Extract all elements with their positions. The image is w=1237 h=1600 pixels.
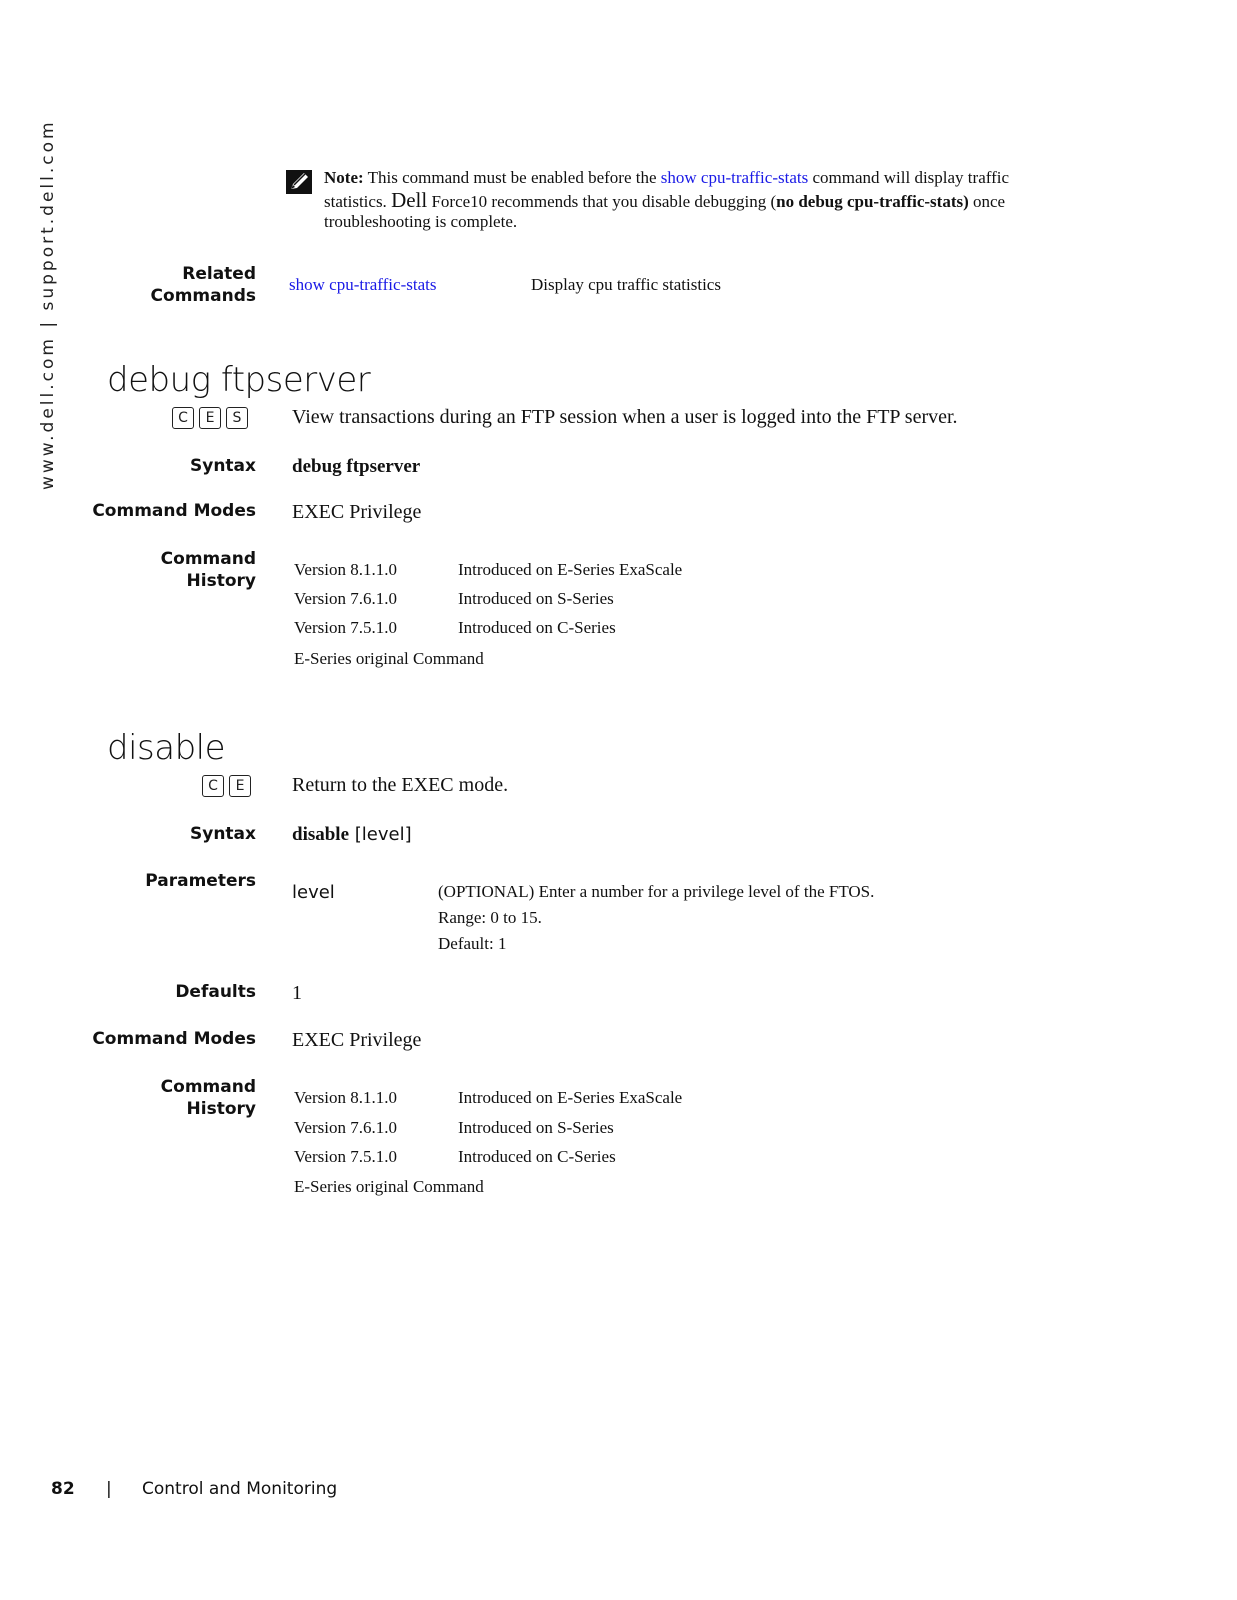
chapter-title: Control and Monitoring [142, 1479, 338, 1499]
related-command-link[interactable]: show cpu-traffic-stats [289, 275, 437, 294]
note-line-2 [324, 189, 1005, 213]
label-line: Related [182, 264, 256, 284]
history-desc: Introduced on S-Series [458, 1118, 614, 1137]
history-desc: Introduced on S-Series [458, 589, 614, 608]
history-version: Version 7.6.1.0 [294, 589, 397, 608]
note-text: Force10 recommends that you disable debugging ( [427, 192, 777, 211]
note-text: This command must be enabled before the [363, 168, 661, 187]
syntax-param: [level] [349, 824, 412, 845]
mode-e-icon: E [229, 775, 251, 797]
syntax-command: debug ftpserver [292, 456, 421, 477]
syntax-keyword: disable [292, 824, 350, 845]
note-icon [286, 170, 312, 194]
command-modes-label: Command Modes [92, 1029, 256, 1049]
note-text: once [968, 192, 1006, 211]
history-desc: Introduced on C-Series [458, 618, 616, 637]
related-command-desc: Display cpu traffic statistics [531, 275, 721, 294]
syntax-label: Syntax [190, 456, 256, 476]
section-description: Return to the EXEC mode. [292, 774, 509, 796]
parameters-label: Parameters [145, 871, 256, 891]
param-range: Range: 0 to 15. [438, 908, 542, 927]
mode-e-icon: E [199, 407, 221, 429]
section-title-debug-ftpserver: debug ftpserver [107, 360, 371, 400]
label-line: Command [160, 549, 256, 569]
label-line: Command [160, 1077, 256, 1097]
history-version: Version 8.1.1.0 [294, 1088, 397, 1107]
defaults-value: 1 [292, 982, 302, 1004]
history-version: Version 7.5.1.0 [294, 618, 397, 637]
note-label: Note: [324, 168, 364, 187]
param-desc: (OPTIONAL) Enter a number for a privilege level of the FTOS. [438, 882, 875, 901]
label-line: Commands [150, 286, 256, 306]
history-original: E-Series original Command [294, 649, 484, 668]
history-desc: Introduced on E-Series ExaScale [458, 1088, 683, 1107]
param-name: level [292, 882, 335, 903]
note-text: command will display traffic [808, 168, 1010, 187]
section-description: View transactions during an FTP session when a user is logged into the FTP server. [292, 406, 958, 428]
label-line: History [186, 1099, 256, 1119]
mode-badges [172, 407, 248, 429]
note-bold-command: no debug cpu-traffic-stats) [776, 192, 969, 211]
command-history-label [161, 548, 256, 592]
note-line-1 [324, 167, 1009, 189]
syntax-label: Syntax [190, 824, 256, 844]
note-text: statistics. [324, 192, 392, 211]
history-desc: Introduced on E-Series ExaScale [458, 560, 683, 579]
page-number: 82 [51, 1479, 75, 1499]
side-url: www.dell.com | support.dell.com [38, 119, 58, 490]
history-version: Version 8.1.1.0 [294, 560, 397, 579]
history-desc: Introduced on C-Series [458, 1147, 616, 1166]
related-commands-label [151, 263, 256, 307]
command-modes-label: Command Modes [92, 501, 256, 521]
history-original: E-Series original Command [294, 1177, 484, 1196]
command-modes-value: EXEC Privilege [292, 1029, 422, 1051]
note-link[interactable]: show cpu-traffic-stats [660, 168, 809, 187]
footer-separator: | [106, 1479, 112, 1499]
note-line-3: troubleshooting is complete. [324, 212, 518, 231]
command-history-label [161, 1076, 256, 1120]
command-modes-value: EXEC Privilege [292, 501, 422, 523]
mode-s-icon: S [226, 407, 248, 429]
mode-c-icon: C [172, 407, 194, 429]
param-default: Default: 1 [438, 934, 507, 953]
syntax-command [292, 823, 412, 847]
note-dell: Dell [391, 188, 428, 212]
section-title-disable: disable [107, 728, 226, 768]
mode-badges [202, 775, 251, 797]
label-line: History [186, 571, 256, 591]
history-version: Version 7.6.1.0 [294, 1118, 397, 1137]
defaults-label: Defaults [175, 982, 256, 1002]
history-version: Version 7.5.1.0 [294, 1147, 397, 1166]
mode-c-icon: C [202, 775, 224, 797]
